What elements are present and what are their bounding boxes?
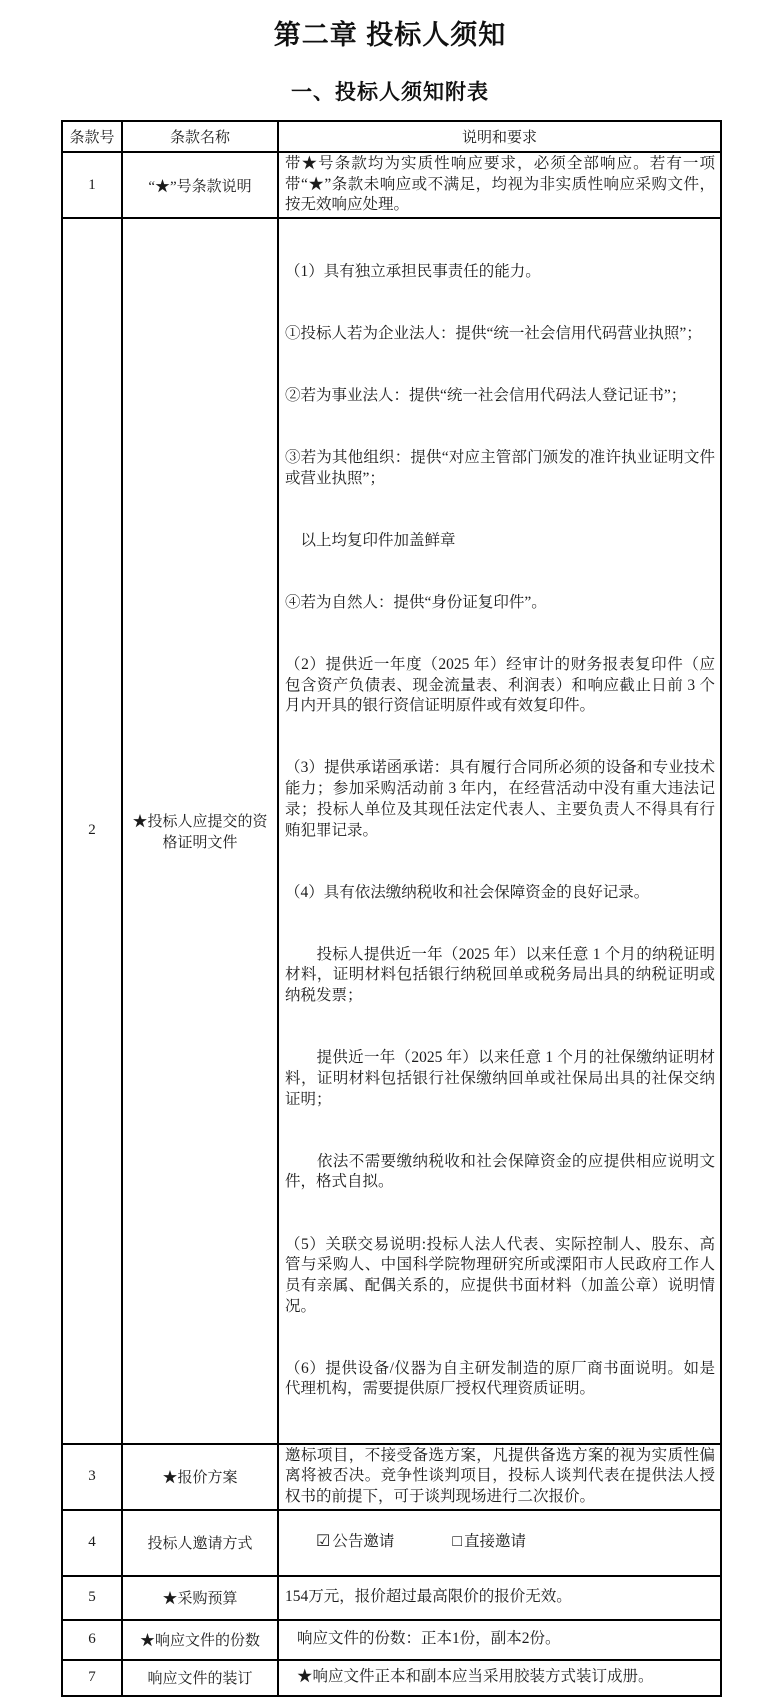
clause-name-cell: ★报价方案 xyxy=(122,1444,278,1510)
paragraph: （4）具有依法缴纳税收和社会保障资金的良好记录。 xyxy=(285,883,650,901)
checkbox-label: 公告邀请 xyxy=(332,1533,395,1551)
clause-no-cell: 5 xyxy=(62,1576,122,1620)
document-page xyxy=(0,13,780,1688)
checkbox-label: 直接邀请 xyxy=(464,1533,527,1551)
checkbox-checked-icon: ☑ xyxy=(316,1533,331,1551)
clause-name-cell: ★投标人应提交的资格证明文件 xyxy=(122,218,278,1443)
table-row xyxy=(62,218,721,1443)
clause-no-cell: 3 xyxy=(62,1444,122,1510)
clause-no-cell: 1 xyxy=(62,152,122,218)
paragraph: ③若为其他组织：提供“对应主管部门颁发的准许执业证明文件或营业执照”； xyxy=(285,448,715,487)
paragraph: （1）具有独立承担民事责任的能力。 xyxy=(285,262,541,280)
paragraph: 154万元，报价超过最高限价的报价无效。 xyxy=(285,1588,572,1606)
paragraph: ★响应文件正本和副本应当采用胶装方式装订成册。 xyxy=(297,1668,654,1686)
paragraph: 提供近一年（2025 年）以来任意 1 个月的社保缴纳证明材料，证明材料包括银行社保缴纳回单或社保局出具的社保交纳证明； xyxy=(285,1049,715,1108)
paragraph: ④若为自然人：提供“身份证复印件”。 xyxy=(285,593,547,611)
clause-content-cell xyxy=(278,152,721,218)
paragraph: ①投标人若为企业法人：提供“统一社会信用代码营业执照”； xyxy=(285,324,702,342)
column-header-clause-no: 条款号 xyxy=(62,121,122,152)
table-header-row xyxy=(62,121,721,152)
paragraph: 投标人提供近一年（2025 年）以来任意 1 个月的纳税证明材料，证明材料包括银行纳税回单或税务局出具的纳税证明或纳税发票； xyxy=(285,945,715,1005)
section-title: 一、投标人须知附表 xyxy=(291,81,489,104)
clause-name-cell: 投标人邀请方式 xyxy=(122,1510,278,1576)
invitation-option-direct xyxy=(452,1533,526,1550)
clause-content-cell xyxy=(278,1620,721,1660)
paragraph: 依法不需要缴纳税收和社会保障资金的应提供相应说明文件，格式自拟。 xyxy=(285,1152,715,1191)
clause-name-cell: ★响应文件的份数 xyxy=(122,1620,278,1660)
table-row xyxy=(62,1444,721,1510)
paragraph: （5）关联交易说明:投标人法人代表、实际控制人、股东、高管与采购人、中国科学院物理研究所或溧阳市人民政府工作人员有亲属、配偶关系的，应提供书面材料（加盖公章）说明情况。 xyxy=(285,1235,715,1315)
clause-no-cell: 4 xyxy=(62,1510,122,1576)
table-row xyxy=(62,1576,721,1620)
clause-name-cell: “★”号条款说明 xyxy=(122,152,278,218)
paragraph: （2）提供近一年度（2025 年）经审计的财务报表复印件（应包含资产负债表、现金流量表、利润表）和响应截止日前 3 个月内开具的银行资信证明原件或有效复印件。 xyxy=(285,655,715,715)
invitation-option-public xyxy=(316,1533,394,1550)
paragraph: 邀标项目，不接受备选方案，凡提供备选方案的视为实质性偏离将被否决。竞争性谈判项目，投标人谈判代表在提供法人授权书的前提下，可于谈判现场进行二次报价。 xyxy=(285,1446,715,1505)
clause-no-cell: 7 xyxy=(62,1660,122,1696)
table-row xyxy=(62,1620,721,1660)
page-title: 第二章 投标人须知 xyxy=(273,20,507,50)
paragraph: 带★号条款均为实质性响应要求，必须全部响应。若有一项带“★”条款未响应或不满足，均视为非实质性响应采购文件，按无效响应处理。 xyxy=(285,155,715,214)
clause-name-cell: ★采购预算 xyxy=(122,1576,278,1620)
table-row xyxy=(62,1510,721,1576)
clause-content-cell xyxy=(278,1444,721,1510)
column-header-clause-name: 条款名称 xyxy=(122,121,278,152)
table-row xyxy=(62,152,721,218)
clause-no-cell: 6 xyxy=(62,1620,122,1660)
checkbox-unchecked-icon: □ xyxy=(452,1533,463,1551)
clause-table xyxy=(61,120,722,1697)
clause-content-cell xyxy=(278,1576,721,1620)
paragraph: （3）提供承诺函承诺：具有履行合同所必须的设备和专业技术能力；参加采购活动前 3 年内，在经营活动中没有重大违法记录；投标人单位及其现任法定代表人、主要负责人不得具有行贿犯罪记录。 xyxy=(285,759,715,839)
paragraph: 以上均复印件加盖鲜章 xyxy=(285,531,456,549)
clause-content-cell xyxy=(278,218,721,1443)
clause-no-cell: 2 xyxy=(62,218,122,1443)
table-row xyxy=(62,1660,721,1696)
paragraph: （6）提供设备/仪器为自主研发制造的原厂商书面说明。如是代理机构，需要提供原厂授权代理资质证明。 xyxy=(285,1359,715,1398)
clause-content-cell xyxy=(278,1510,721,1576)
column-header-requirements: 说明和要求 xyxy=(278,121,721,152)
clause-name-cell: 响应文件的装订 xyxy=(122,1660,278,1696)
clause-content-cell xyxy=(278,1660,721,1696)
paragraph: ②若为事业法人：提供“统一社会信用代码法人登记证书”； xyxy=(285,386,687,404)
paragraph: 响应文件的份数：正本1份，副本2份。 xyxy=(297,1630,561,1648)
